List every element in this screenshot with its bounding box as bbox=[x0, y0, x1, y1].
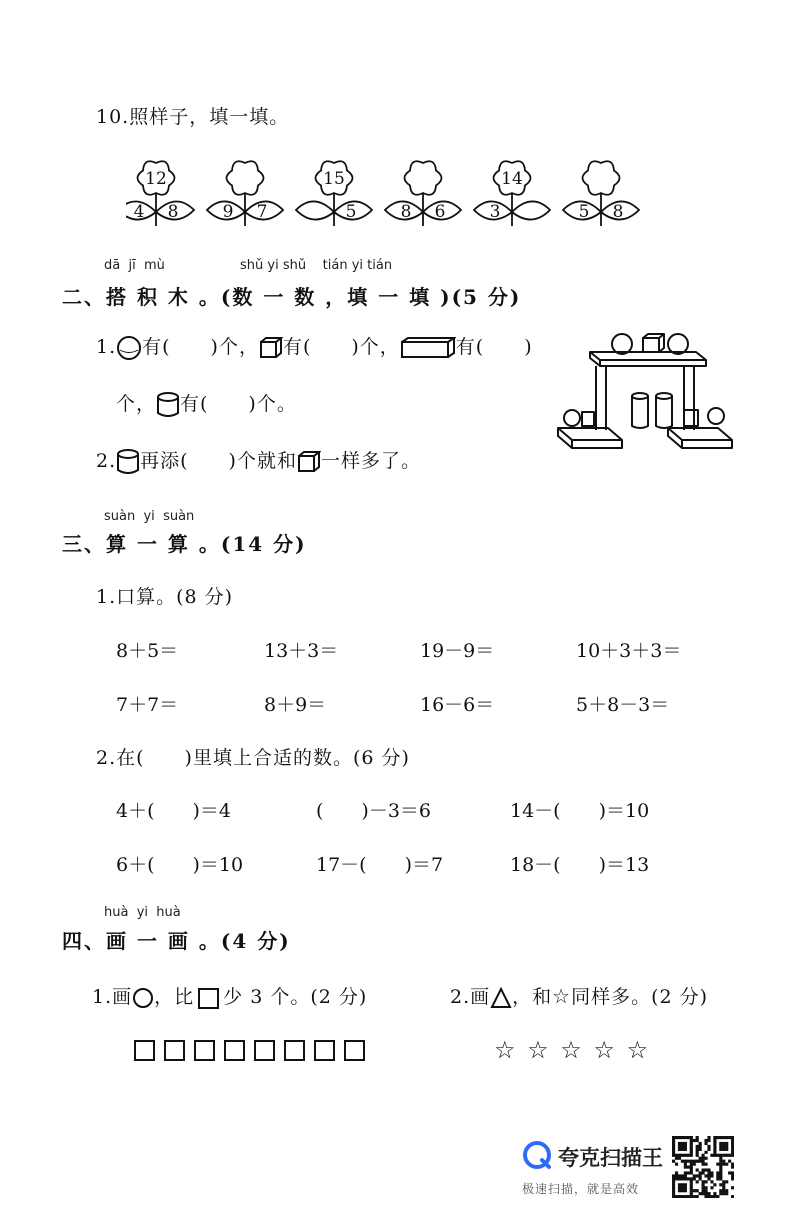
oral-item: 10＋3＋3＝ bbox=[576, 640, 682, 662]
fill-item: 6＋( )＝10 bbox=[116, 854, 244, 876]
scanner-logo bbox=[522, 1140, 552, 1174]
oral-item: 8＋9＝ bbox=[264, 694, 327, 716]
square-icon bbox=[254, 1040, 275, 1061]
scanner-logo-icon bbox=[522, 1140, 552, 1170]
sphere-icon bbox=[116, 335, 142, 361]
squares-row bbox=[134, 1040, 374, 1061]
section2-heading: 二、搭 积 木 。(数 一 数 ，填 一 填 )(5 分) bbox=[62, 285, 522, 309]
square-icon bbox=[224, 1040, 245, 1061]
section4-q1: 1.画 ，比 少 3 个。(2 分) bbox=[92, 986, 368, 1008]
cube-icon bbox=[297, 450, 321, 474]
section3-sub1: 1.口算。(8 分) bbox=[96, 586, 234, 608]
flower-number: 5 bbox=[578, 202, 590, 222]
square-icon bbox=[198, 988, 219, 1009]
section4-heading: 四、画 一 画 。(4 分) bbox=[62, 929, 291, 953]
square-icon bbox=[344, 1040, 365, 1061]
flower-number: 8 bbox=[612, 202, 624, 222]
fill-item: 17－( )＝7 bbox=[316, 854, 444, 876]
section3-sub2: 2.在( )里填上合适的数。(6 分) bbox=[96, 747, 410, 769]
star-icon: ☆ bbox=[552, 984, 572, 1008]
flower-number: 12 bbox=[145, 169, 167, 189]
section3-pinyin: suàn yi suàn bbox=[104, 509, 195, 524]
section4-pinyin: huà yi huà bbox=[104, 905, 181, 920]
section2-pinyin-1: dā jī mù bbox=[104, 258, 165, 273]
flower-number: 5 bbox=[345, 202, 357, 222]
square-icon bbox=[194, 1040, 215, 1061]
flower-number: 4 bbox=[133, 202, 145, 222]
cylinder-icon bbox=[116, 448, 140, 476]
fill-item: 18－( )＝13 bbox=[510, 854, 650, 876]
flower-number: 8 bbox=[400, 202, 412, 222]
flower-number: 8 bbox=[167, 202, 179, 222]
fill-item: 4＋( )＝4 bbox=[116, 800, 232, 822]
square-icon bbox=[314, 1040, 335, 1061]
section3-heading: 三、算 一 算 。(14 分) bbox=[62, 532, 307, 556]
flower-number: 3 bbox=[489, 202, 501, 222]
square-icon bbox=[164, 1040, 185, 1061]
scanner-brand: 夸克扫描王 bbox=[558, 1146, 663, 1170]
oral-item: 19－9＝ bbox=[420, 640, 495, 662]
oral-item: 8＋5＝ bbox=[116, 640, 179, 662]
flower bbox=[207, 161, 283, 226]
cube-icon bbox=[259, 336, 283, 360]
square-icon bbox=[284, 1040, 305, 1061]
square-icon bbox=[134, 1040, 155, 1061]
circle-icon bbox=[132, 987, 154, 1009]
oral-item: 7＋7＝ bbox=[116, 694, 179, 716]
section2-pinyin-2: shǔ yi shǔ tián yi tián bbox=[240, 258, 393, 273]
q10-title: 10.照样子，填一填。 bbox=[96, 106, 290, 128]
oral-item: 5＋8－3＝ bbox=[576, 694, 670, 716]
oral-item: 13＋3＝ bbox=[264, 640, 339, 662]
flower bbox=[563, 161, 639, 226]
scanner-slogan: 极速扫描，就是高效 bbox=[522, 1182, 640, 1196]
section2-q1-line1: 1. 有( )个， 有( )个， 有( ) bbox=[96, 332, 533, 361]
fill-item: ( )－3＝6 bbox=[316, 800, 432, 822]
building-blocks-figure bbox=[548, 330, 738, 455]
oral-item: 16－6＝ bbox=[420, 694, 495, 716]
section2-q1-line2: 个， 有( )个。 bbox=[116, 389, 297, 419]
flower bbox=[385, 161, 461, 226]
flower-row bbox=[126, 152, 666, 232]
qr-code-icon bbox=[672, 1136, 734, 1198]
stars-row: ☆ ☆ ☆ ☆ ☆ bbox=[494, 1036, 651, 1064]
flower-number: 9 bbox=[222, 202, 234, 222]
cuboid-icon bbox=[400, 336, 456, 360]
flower-number: 15 bbox=[323, 169, 345, 189]
flower-number: 14 bbox=[501, 169, 523, 189]
flower-number: 7 bbox=[256, 202, 268, 222]
fill-item: 14－( )＝10 bbox=[510, 800, 650, 822]
cylinder-icon bbox=[156, 391, 180, 419]
flower-number: 6 bbox=[434, 202, 446, 222]
section4-q2: 2.画 ，和☆同样多。(2 分) bbox=[450, 984, 709, 1008]
section2-q2: 2. 再添( )个就和 一样多了。 bbox=[96, 446, 421, 476]
triangle-icon bbox=[490, 987, 512, 1009]
